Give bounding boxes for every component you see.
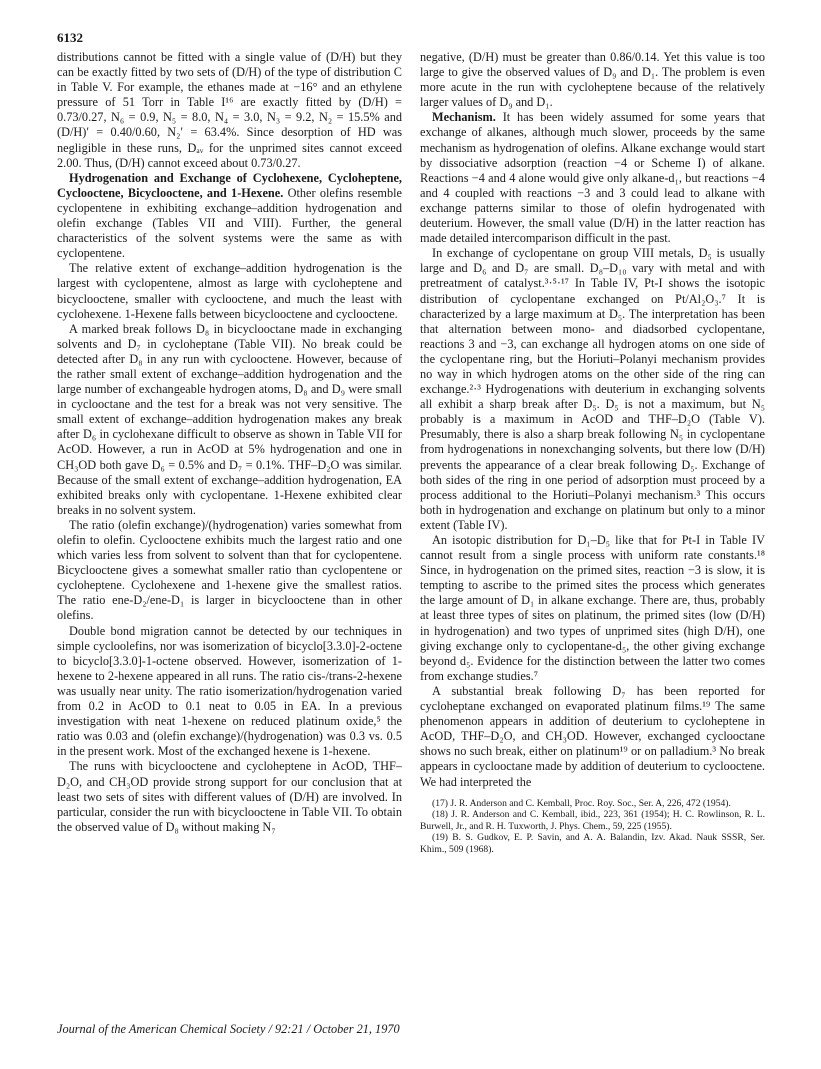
paragraph: A substantial break following D₇ has been reported for cycloheptane exchanged on evaporated platinum films.¹⁹ The same phenomenon appears in addition of deuterium to cycloheptene in AcOD, THF–D₂O, and CH₃OD. However, exchanged cyclooctane shows no such break, either on platinum¹⁹ or on palladium.³ No break appears in cyclooctane made by addition of deuterium to cyclooctene. We had interpreted the [420,683,765,789]
paragraph-text: It has been widely assumed for some years that exchange of alkanes, although much slower, proceeds by the same mechanism as hydrogenation of olefins. Alkane exchange would start by dissociative adsorption (reaction −4 or Scheme I) of alkane. Reactions −4 and 4 alone would give only alkane-d₁, but reactions −4 and 4 coupled with reactions −3 and 3 could lead to alkane with exchange patterns similar to those of olefin hydrogenated with deuterium. However, the small value (D/H) in the latter reaction has made detailed intercomparison difficult in the past. [420,110,765,246]
paragraph-text: Other olefins resemble cyclopentene in exhibiting exchange–addition hydrogenation and olefin exchange (Tables VII and VIII). Further, the general characteristics of the solvent systems were the same as with cyclopentene. [57,185,403,261]
paragraph: negative, (D/H) must be greater than 0.86/0.14. Yet this value is too large to give the observed values of D₉ and D₁. The problem is even more acute in the run with cycloheptene because of the relatively larger values of D₉ and D₁. [420,50,765,110]
journal-footer: Journal of the American Chemical Society / 92:21 / October 21, 1970 [57,1022,400,1036]
footnote: (19) B. S. Gudkov, E. P. Savin, and A. A. Balandin, Izv. Akad. Nauk SSSR, Ser. Khim., 509 (1968). [420,832,765,855]
section-paragraph [57,171,402,262]
paragraph: A marked break follows D₈ in bicyclooctane made in exchanging solvents and D₇ in cycloheptane (Table VII). No break could be detected after D₈ in any run with cyclooctene. However, because of the rather small extent of exchange–addition hydrogenation and the large number of exchangeable hydrogen atoms, D₈ and D₉ were small in cyclooctane and the test for a break was not very sensitive. The small extent of exchange–addition hydrogenation makes any break after D₆ in cyclohexane difficult to observe as shown in Table VII for AcOD. However, a run in AcOD at 5% hydrogenation and one in CH₃OD both gave D₆ = 0.5% and D₇ = 0.1%. THF–D₂O was similar. Because of the small extent of exchange–addition hydrogenation, EA exhibited breaks only with cyclopentane. 1-Hexene exhibited clear breaks in no solvent system. [57,321,402,517]
footnote: (17) J. R. Anderson and C. Kemball, Proc. Roy. Soc., Ser. A, 226, 472 (1954). [432,797,731,809]
paragraph: The ratio (olefin exchange)/(hydrogenation) varies somewhat from olefin to olefin. Cyclooctene exhibits much the largest ratio and one which varies less from solvent to solvent than that for cyclopentene. Bicyclooctene gives a somewhat smaller ratio than cyclopentene or cycloheptene. Cyclohexene and 1-hexene give the smallest ratios. The ratio ene-D₂/ene-D₁ is larger in bicyclooctene than in other olefins. [57,517,402,623]
paragraph: The runs with bicyclooctene and cycloheptene in AcOD, THF–D₂O, and CH₃OD provide strong support for our conclusion that at least two sets of sites with different values of (D/H) are involved. In particular, consider the run with bicyclooctene in Table VII. To obtain the observed value of D₈ without making N₇ [57,759,402,834]
paragraph: distributions cannot be fitted with a single value of (D/H) but they can be exactly fitted by two sets of (D/H) of the type of distribution C in Table V. For example, the ethanes made at −16° and an ethylene pressure of 51 Torr in Table I¹⁶ are exactly fitted by (D/H) = 0.73/0.27, N₆ = 0.9, N₅ = 8.0, N₄ = 3.0, N₃ = 9.2, N₂ = 15.5% and (D/H)′ = 0.40/0.60, N₂′ = 63.4%. Since desorption of HD was negligible in these runs, Dₐᵥ for the unprimed sites cannot exceed 2.00. Thus, (D/H) cannot exceed about 0.73/0.27. [57,50,402,170]
paragraph: In exchange of cyclopentane on group VIII metals, D₅ is usually large and D₆ and D₇ are small. D₈–D₁₀ vary with metal and with pretreatment of catalyst.³·⁵·¹⁷ In Table IV, Pt-I shows the isotopic distribution of cyclopentane exchanged on Pt/Al₂O₃.⁷ It is characterized by a large maximum at D₅. The interpretation has been that alternation between mono- and diadsorbed cyclopentane, reactions 3 and −3, can exchange all hydrogen atoms on one side of the cyclopentane ring, but the Horiuti–Polanyi mechanism provides no way in which hydrogen atoms on the other side of the ring can exchange.²·³ Hydrogenations with deuterium in exchanging solvents all exhibit a sharp break after D₅. D₅ is not a maximum, but N₅ probably is a maximum in AcOD and THF–D₂O (Table V). Presumably, there is also a sharp break following N₅ in cyclopentane from hydrogenations in nonexchanging solvents, but there low (D/H) prevents the appearance of a clear break following D₅. Exchange of both sides of the ring in one period of adsorption must proceed by a process additional to the Horiuti–Polanyi mechanism.³ This occurs both in hydrogenation and exchange on platinum but only to a minor extent (Table IV). [420,246,765,532]
paragraph: The relative extent of exchange–addition hydrogenation is the largest with cyclopentene, almost as large with cycloheptene and bicyclooctene, smaller with cyclooctene, and much the least with cyclohexene. 1-Hexene falls between bicyclooctene and cyclooctene. [57,261,402,321]
footnotes [420,798,765,856]
left-column [57,50,402,835]
paragraph: An isotopic distribution for D₁–D₅ like that for Pt-I in Table IV cannot result from a single process with uniform rate constants.¹⁸ Since, in hydrogenation on the primed sites, reaction −3 is slow, it is tempting to ascribe to the primed sites the process which generates the large amount of D₁ in alkane exchange. There are, thus, probably at least three types of sites on platinum, the primed sites (low (D/H) in hydrogenation) and two types of unprimed sites (high D/H), one giving exchange only to cyclopentane-d₅, the other giving exchange beyond d₅. Evidence for the distinction between the latter two comes from exchange studies.⁷ [420,533,765,683]
section-heading: Hydrogenation and Exchange of Cyclohexene, Cycloheptene, Cyclooctene, Bicyclooctene, and 1-Hexene. [57,170,402,200]
section-paragraph [420,110,765,246]
page-number: 6132 [57,30,83,45]
right-column [420,50,765,856]
footnote: (18) J. R. Anderson and C. Kemball, ibid., 223, 361 (1954); H. C. Rowlinson, R. L. Burwell, Jr., and R. H. Tuxworth, J. Phys. Chem., 59, 225 (1955). [420,809,765,832]
section-heading: Mechanism. [432,110,496,125]
paragraph: Double bond migration cannot be detected by our techniques in simple cycloolefins, nor was isomerization of bicyclo[3.3.0]-2-octene to bicyclo[3.3.0]-1-octene observed. However, isomerization of 1-hexene to 2-hexene appeared in all runs. The ratio cis-/trans-2-hexene was usually near unity. The ratio isomerization/hydrogenation varied from 0.2 in AcOD to 0.1 neat to 0.05 in EA. In a previous investigation with neat 1-hexene on reduced platinum oxide,⁵ the ratio was 0.03 and (olefin exchange)/(hydrogenation) was 0.3 vs. 0.5 in the present work. Most of the exchanged hexene is 1-hexene. [57,623,402,759]
